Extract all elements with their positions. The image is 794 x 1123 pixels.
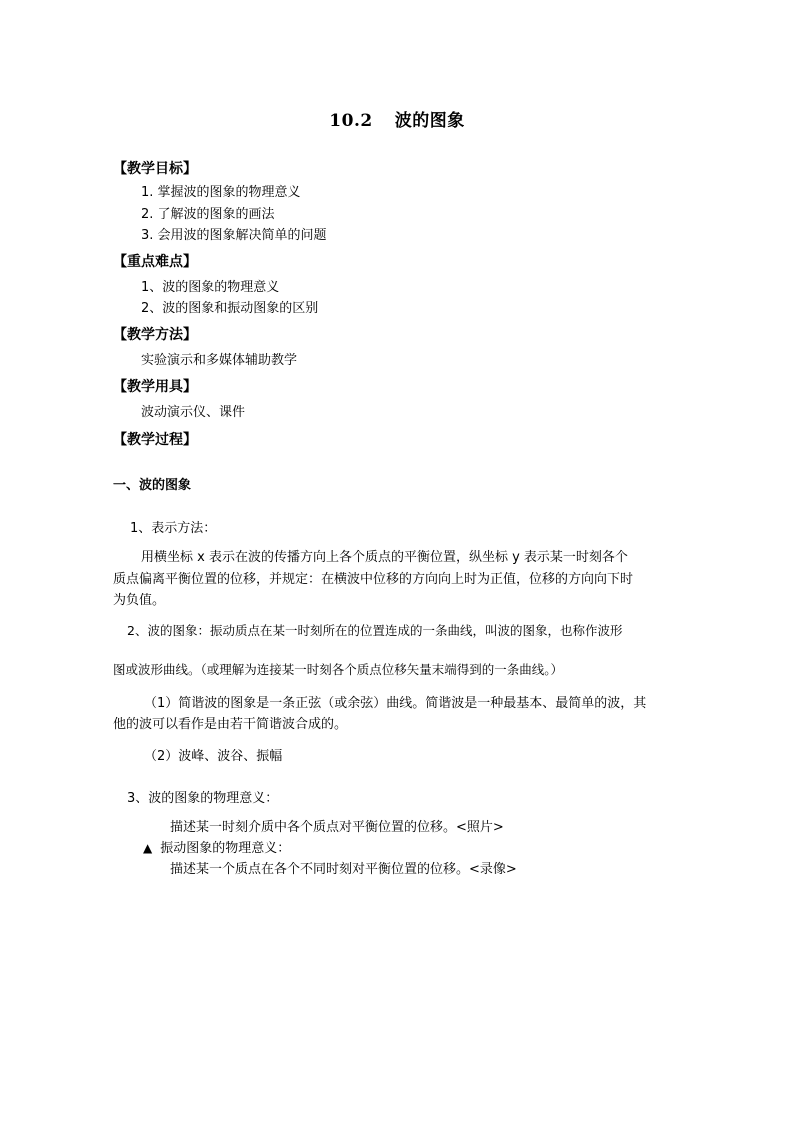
vibration-meaning-text: 描述某一个质点在各个不同时刻对平衡位置的位移。<录像> [170, 862, 517, 877]
paragraph-1-line-2: 质点偏离平衡位置的位移，并规定：在横波中位移的方向向上时为正值，位移的方向向下时 [113, 572, 634, 587]
paragraph-1-line-1: 用横坐标 x 表示在波的传播方向上各个质点的平衡位置，纵坐标 y 表示某一时刻各个 [141, 550, 628, 565]
objective-item-3: 3. 会用波的图象解决简单的问题 [141, 228, 327, 243]
vibration-meaning-label-row [143, 837, 290, 856]
part1-heading: 一、波的图象 [113, 478, 192, 493]
paragraph-3-line-1: （1）简谐波的图象是一条正弦（或余弦）曲线。简谐波是一种最基本、最简单的波，其 [144, 696, 647, 711]
objective-item-2: 2. 了解波的图象的画法 [141, 207, 275, 222]
paragraph-2-line-2: 图或波形曲线。（或理解为连接某一时刻各个质点位移矢量末端得到的一条曲线。） [113, 662, 564, 677]
methods-text: 实验演示和多媒体辅助教学 [141, 353, 298, 368]
triangle-marker-icon: ▲ [143, 841, 153, 855]
physical-meaning-text: 描述某一时刻介质中各个质点对平衡位置的位移。<照片> [170, 820, 504, 835]
vibration-meaning-label: 振动图象的物理意义： [160, 841, 291, 856]
paragraph-3-line-2: 他的波可以看作是由若干简谐波合成的。 [113, 717, 348, 732]
key-points-heading: 【重点难点】 [113, 254, 197, 270]
physical-meaning-label: 3、波的图象的物理意义： [127, 791, 279, 806]
key-point-item-2: 2、波的图象和振动图象的区别 [141, 301, 319, 316]
paragraph-2-line-1: 2、波的图象：振动质点在某一时刻所在的位置连成的一条曲线，叫波的图象，也称作波形 [127, 623, 623, 638]
tools-heading: 【教学用具】 [113, 379, 197, 395]
representation-label: 1、表示方法： [130, 521, 217, 536]
paragraph-1-line-3: 为负值。 [113, 593, 166, 608]
methods-heading: 【教学方法】 [113, 327, 197, 343]
tools-text: 波动演示仪、课件 [141, 405, 246, 420]
objectives-heading: 【教学目标】 [113, 161, 197, 177]
objective-item-1: 1. 掌握波的图象的物理意义 [141, 185, 301, 200]
title-number: 10.2 [329, 111, 373, 131]
process-heading: 【教学过程】 [113, 432, 197, 448]
title-text: 波的图象 [394, 111, 465, 131]
page-title [0, 106, 794, 131]
key-point-item-1: 1、波的图象的物理意义 [141, 280, 280, 295]
paragraph-4: （2）波峰、波谷、振幅 [144, 749, 283, 764]
